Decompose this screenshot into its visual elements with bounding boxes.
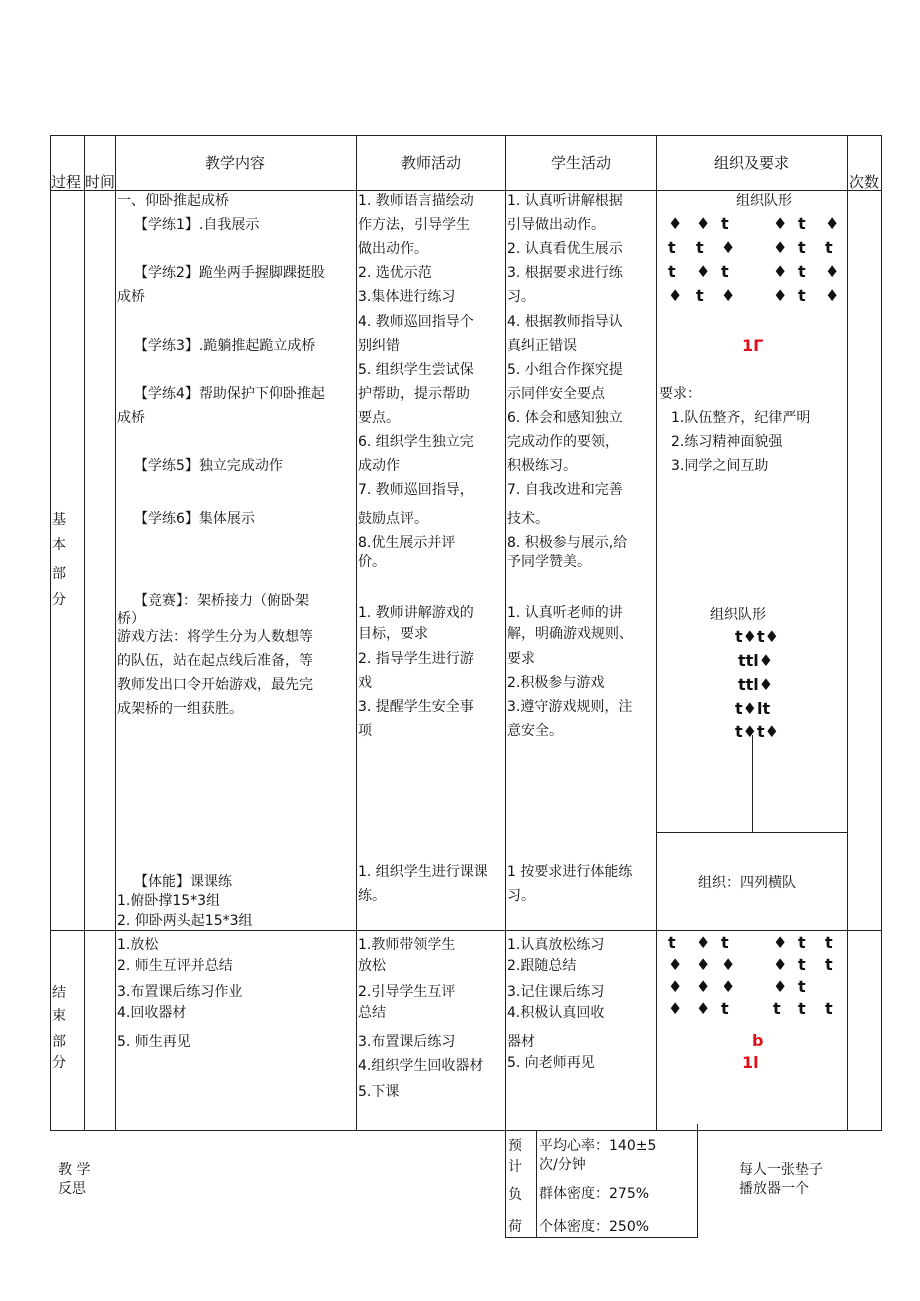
- formation-member: ♦: [721, 286, 736, 305]
- formation-member: t: [825, 238, 833, 257]
- student-line: 4. 根据教师指导认: [507, 314, 623, 330]
- student-line: 1. 认真听讲解根据: [507, 193, 623, 209]
- formation-member: ♦: [773, 214, 788, 233]
- student-line: 2.积极参与游戏: [507, 675, 605, 691]
- formation-member: ♦: [696, 955, 711, 974]
- student-line: 3.遵守游戏规则，注: [507, 699, 633, 715]
- student-line: 技术。: [507, 511, 549, 527]
- col-line-3: [356, 135, 357, 1130]
- student-line: 1 按要求进行体能练: [507, 864, 633, 880]
- col-line-4: [505, 135, 506, 1130]
- ending-teacher: 3.布置课后练习: [358, 1034, 456, 1050]
- formation-member: t: [798, 955, 806, 974]
- ending-student: 2.跟随总结: [507, 958, 577, 974]
- header-time: 时间: [85, 173, 116, 191]
- formation-member: t: [721, 999, 729, 1018]
- load-label-char: 负: [508, 1187, 522, 1203]
- mark-b: b: [752, 1031, 764, 1050]
- heart-rate: 平均心率：140±5: [539, 1138, 657, 1154]
- formation-member: ♦: [773, 933, 788, 952]
- content-line: 成架桥的一组获胜。: [117, 701, 243, 717]
- teacher-line: 成动作: [358, 458, 400, 474]
- ending-teacher: 放松: [358, 958, 386, 974]
- relay-row: t♦lt: [735, 699, 771, 718]
- content-line: 1.俯卧撑15*3组: [117, 893, 221, 909]
- formation-member: t: [798, 214, 806, 233]
- header-teacher: 教师活动: [401, 154, 462, 172]
- teacher-line: 8.优生展示并评: [358, 535, 456, 551]
- ending-content: 4.回收器材: [117, 1005, 187, 1021]
- teacher-line: 鼓励点评。: [358, 511, 428, 527]
- formation-member: t: [798, 999, 806, 1018]
- relay-row: t♦t♦: [735, 722, 779, 741]
- student-line: 1. 认真听老师的讲: [507, 605, 623, 621]
- ending-student: 5. 向老师再见: [507, 1055, 595, 1071]
- group-density: 群体密度：275%: [539, 1186, 650, 1202]
- ending-content: 3.布置课后练习作业: [117, 984, 243, 1000]
- ending-formation-grid: [668, 933, 844, 1025]
- relay-row: t♦t♦: [735, 627, 779, 646]
- reflection-label: 教 学: [58, 1162, 91, 1178]
- formation-member: ♦: [721, 977, 736, 996]
- col-line-7: [881, 135, 882, 1130]
- formation-member: t: [721, 214, 729, 233]
- formation-title-2: 组织队形: [710, 607, 766, 623]
- col-line-1: [84, 135, 85, 1130]
- teacher-line: 价。: [358, 554, 386, 570]
- load-label-char: 计: [508, 1159, 522, 1175]
- formation-member: t: [721, 933, 729, 952]
- ending-teacher: 4.组织学生回收器材: [358, 1058, 484, 1074]
- requirement-item: 1.队伍整齐，纪律严明: [671, 410, 811, 426]
- teacher-line: 7. 教师巡回指导，: [358, 482, 474, 498]
- table-border-top: [50, 135, 882, 136]
- student-line: 示同伴安全要点: [507, 386, 605, 402]
- formation-member: ♦: [773, 262, 788, 281]
- teacher-line: 目标，要求: [358, 626, 428, 642]
- content-line: 成桥: [117, 289, 145, 305]
- ending-content: 5. 师生再见: [117, 1034, 191, 1050]
- formation-member: t: [668, 933, 676, 952]
- formation-member: ♦: [696, 214, 711, 233]
- teacher-line: 6. 组织学生独立完: [358, 434, 474, 450]
- section-label-char: 结: [52, 985, 66, 1001]
- load-label-char: 预: [508, 1138, 522, 1154]
- fitness-organization: 组织：四列横队: [698, 875, 796, 891]
- section-label-char: 部: [52, 566, 66, 582]
- student-line: 意安全。: [507, 723, 563, 739]
- teacher-line: 做出动作。: [358, 241, 428, 257]
- content-line: 游戏方法：将学生分为人数想等: [117, 629, 313, 645]
- header-content: 教学内容: [205, 154, 266, 172]
- mark-1l: 1l: [742, 1053, 759, 1072]
- formation-member: ♦: [773, 238, 788, 257]
- formation-member: ♦: [773, 977, 788, 996]
- formation-grid: [668, 214, 844, 314]
- ending-content: 2. 师生互评并总结: [117, 958, 233, 974]
- student-line: 习。: [507, 289, 535, 305]
- relay-row: ttl♦: [738, 675, 774, 694]
- section-label-char: 本: [52, 537, 66, 553]
- section-label-char: 分: [52, 1055, 66, 1071]
- ending-teacher: 1.教师带领学生: [358, 937, 456, 953]
- formation-member: ♦: [668, 955, 683, 974]
- formation-member: ♦: [696, 933, 711, 952]
- table-border-bottom: [50, 1130, 882, 1131]
- formation-member: ♦: [696, 999, 711, 1018]
- teacher-line: 2. 选优示范: [358, 265, 432, 281]
- col-line-5: [656, 135, 657, 1130]
- header-process: 过程: [51, 173, 82, 191]
- col-line-0: [50, 135, 51, 1130]
- teacher-line: 练。: [358, 888, 386, 904]
- formation-member: ♦: [825, 214, 840, 233]
- formation-member: t: [721, 262, 729, 281]
- formation-member: ♦: [668, 214, 683, 233]
- ending-student: 3.记住课后练习: [507, 984, 605, 1000]
- content-line: 桥）: [117, 611, 145, 627]
- col-line-6: [847, 135, 848, 1130]
- formation-member: ♦: [721, 955, 736, 974]
- student-line: 引导做出动作。: [507, 217, 605, 233]
- teacher-line: 2. 指导学生进行游: [358, 651, 474, 667]
- section-label-char: 部: [52, 1034, 66, 1050]
- content-line: 【学练5】独立完成动作: [134, 458, 283, 474]
- student-line: 积极练习。: [507, 458, 577, 474]
- formation-member: t: [696, 238, 704, 257]
- header-organization: 组织及要求: [714, 154, 790, 172]
- formation-member: ♦: [825, 262, 840, 281]
- content-line: 【学练1】.自我展示: [134, 217, 260, 233]
- teacher-line: 戏: [358, 675, 372, 691]
- student-line: 7. 自我改进和完善: [507, 482, 623, 498]
- formation-member: ♦: [773, 286, 788, 305]
- formation-member: t: [798, 933, 806, 952]
- formation-member: ♦: [668, 999, 683, 1018]
- student-line: 予同学赞美。: [507, 554, 591, 570]
- teacher-line: 1. 教师讲解游戏的: [358, 605, 474, 621]
- header-count: 次数: [849, 173, 880, 191]
- formation-member: t: [825, 955, 833, 974]
- relay-line: [752, 735, 753, 832]
- student-line: 2. 认真看优生展示: [507, 241, 623, 257]
- formation-member: t: [696, 286, 704, 305]
- teacher-line: 3. 提醒学生安全事: [358, 699, 474, 715]
- formation-title: 组织队形: [736, 193, 792, 209]
- teacher-line: 3.集体进行练习: [358, 289, 456, 305]
- student-line: 6. 体会和感知独立: [507, 410, 623, 426]
- content-line: 一、仰卧推起成桥: [117, 193, 229, 209]
- teacher-line: 4. 教师巡回指导个: [358, 314, 474, 330]
- org-divider: [656, 832, 847, 833]
- ending-student: 器材: [507, 1034, 535, 1050]
- formation-member: t: [798, 238, 806, 257]
- equipment-line: 播放器一个: [739, 1181, 809, 1197]
- ending-teacher: 总结: [358, 1005, 386, 1021]
- teacher-line: 别纠错: [358, 338, 400, 354]
- content-line: 的队伍，站在起点线后准备，等: [117, 653, 313, 669]
- heart-rate-unit: 次/分钟: [539, 1157, 586, 1173]
- teacher-line: 护帮助，提示帮助: [358, 386, 470, 402]
- formation-member: t: [668, 262, 676, 281]
- individual-density: 个体密度：250%: [539, 1219, 650, 1235]
- requirement-item: 2.练习精神面貌强: [671, 434, 783, 450]
- content-line: 【体能】课课练: [134, 874, 232, 890]
- col-line-2: [115, 135, 116, 1130]
- requirements-title: 要求：: [659, 386, 701, 402]
- content-line: 2. 仰卧两头起15*3组: [117, 913, 253, 929]
- formation-member: t: [825, 933, 833, 952]
- teacher-line: 5. 组织学生尝试保: [358, 362, 474, 378]
- ending-teacher: 5.下课: [358, 1084, 400, 1100]
- teacher-line: 1. 组织学生进行课课: [358, 864, 488, 880]
- teacher-position-mark: 1Γ: [742, 336, 764, 355]
- student-line: 完成动作的要领，: [507, 434, 619, 450]
- teacher-line: 作方法，引导学生: [358, 217, 470, 233]
- student-line: 8. 积极参与展示,给: [507, 535, 628, 551]
- content-line: 【学练3】.跪躺推起跪立成桥: [134, 338, 316, 354]
- load-box-left: [505, 1130, 506, 1237]
- content-line: 【学练6】集体展示: [134, 511, 255, 527]
- load-label-char: 荷: [508, 1219, 522, 1235]
- section-label-char: 基: [52, 512, 66, 528]
- content-line: 教师发出口令开始游戏，最先完: [117, 677, 313, 693]
- student-line: 习。: [507, 888, 535, 904]
- formation-member: ♦: [696, 977, 711, 996]
- section-label-char: 束: [52, 1008, 66, 1024]
- formation-member: ♦: [668, 286, 683, 305]
- requirement-item: 3.同学之间互助: [671, 458, 769, 474]
- formation-member: ♦: [773, 955, 788, 974]
- formation-member: t: [798, 262, 806, 281]
- formation-member: t: [798, 286, 806, 305]
- section-label-char: 分: [52, 592, 66, 608]
- teacher-line: 1. 教师语言描绘动: [358, 193, 474, 209]
- content-line: 【学练4】帮助保护下仰卧推起: [134, 386, 325, 402]
- formation-member: t: [668, 238, 676, 257]
- reflection-label: 反思: [58, 1181, 86, 1197]
- relay-row: ttl♦: [738, 651, 774, 670]
- load-box-right: [697, 1124, 698, 1237]
- equipment-line: 每人一张垫子: [739, 1162, 823, 1178]
- ending-content: 1.放松: [117, 937, 159, 953]
- student-line: 解，明确游戏规则、: [507, 626, 633, 642]
- student-line: 要求: [507, 651, 535, 667]
- formation-member: ♦: [825, 286, 840, 305]
- teacher-line: 要点。: [358, 410, 400, 426]
- formation-member: ♦: [721, 238, 736, 257]
- formation-member: t: [798, 977, 806, 996]
- ending-student: 4.积极认真回收: [507, 1005, 605, 1021]
- student-line: 5. 小组合作探究提: [507, 362, 623, 378]
- formation-member: ♦: [696, 262, 711, 281]
- load-box-divider: [536, 1130, 537, 1237]
- formation-member: t: [825, 999, 833, 1018]
- header-student: 学生活动: [551, 154, 612, 172]
- ending-teacher: 2.引导学生互评: [358, 984, 456, 1000]
- student-line: 3. 根据要求进行练: [507, 265, 623, 281]
- teacher-line: 项: [358, 723, 372, 739]
- student-line: 真纠正错误: [507, 338, 577, 354]
- formation-member: t: [773, 999, 781, 1018]
- content-line: 【学练2】跪坐两手握脚踝挺股: [134, 265, 325, 281]
- content-line: 【竞赛】：架桥接力（俯卧架: [134, 593, 309, 609]
- formation-member: ♦: [668, 977, 683, 996]
- ending-student: 1.认真放松练习: [507, 937, 605, 953]
- content-line: 成桥: [117, 410, 145, 426]
